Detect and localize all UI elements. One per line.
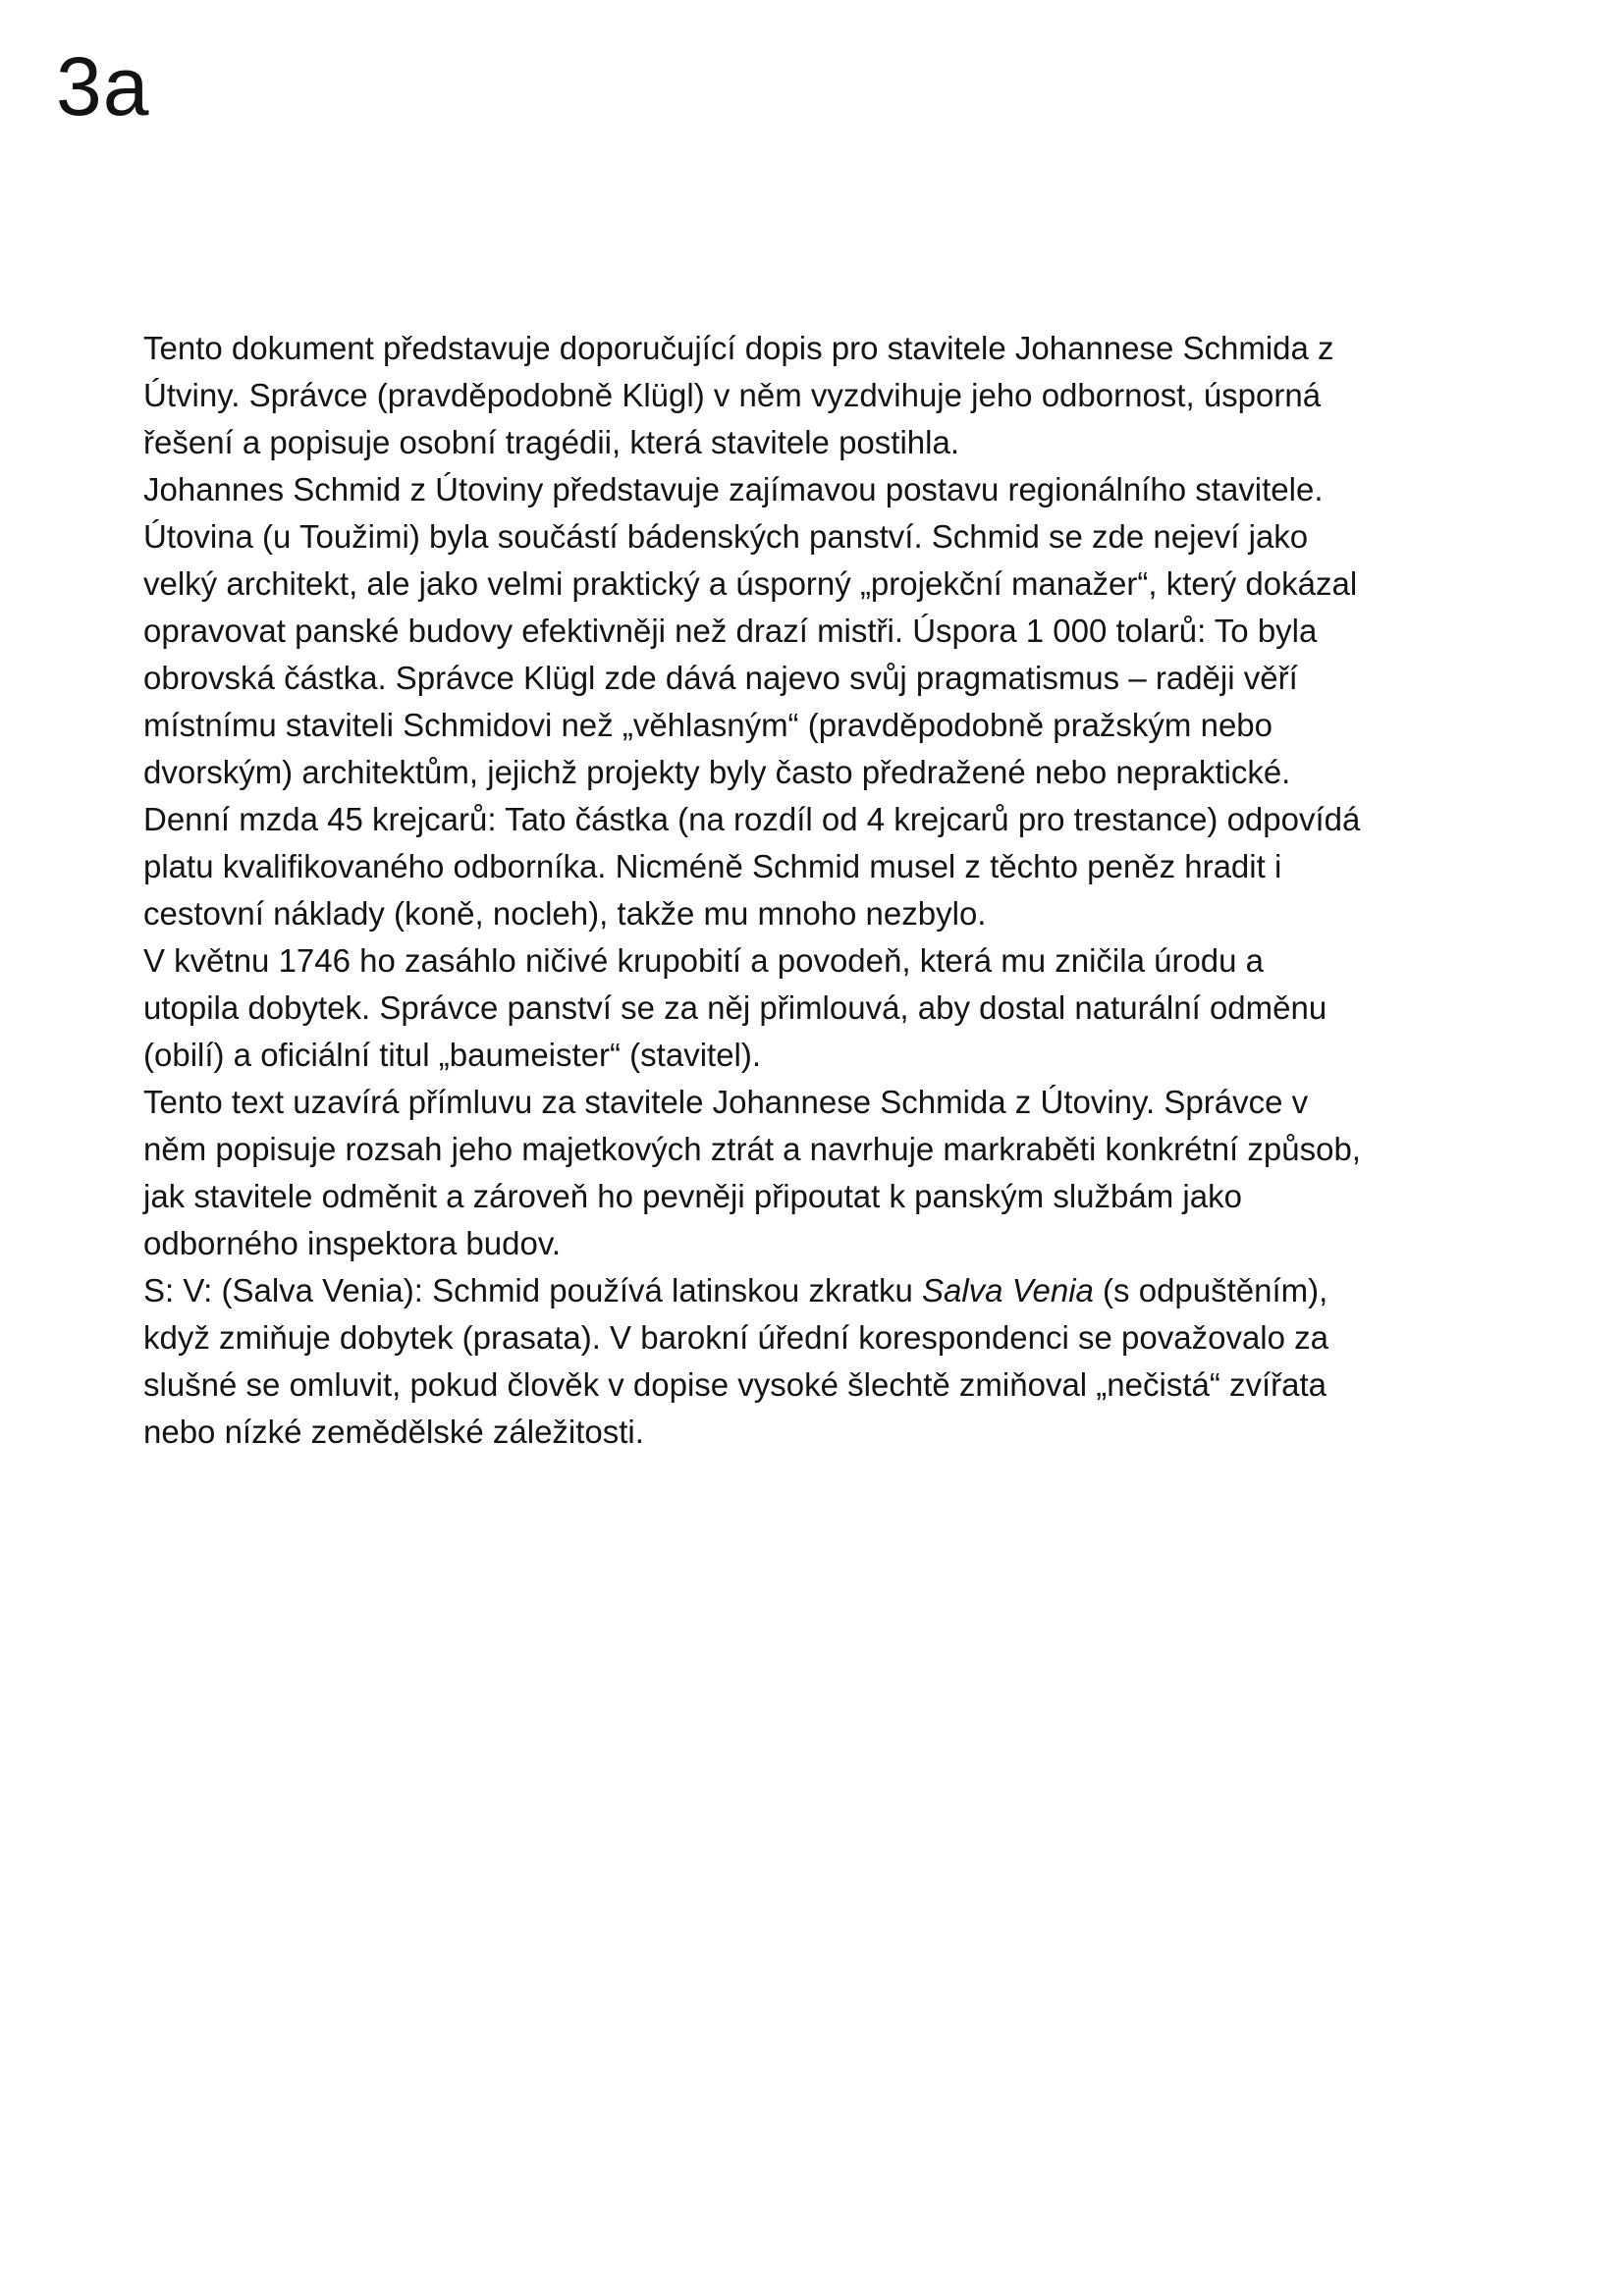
paragraph-segment: (s odpuštěním), když zmiňuje dobytek (prasata). V barokní úřední korespondenci se považovalo za slušné se omluvit, pokud člověk v dopise vysoké šlechtě zmiňoval „nečistá“ zvířata nebo nízké zemědělské záležitosti. [143, 1272, 1328, 1450]
text-block [143, 325, 1361, 1456]
paragraph [143, 325, 1361, 466]
paragraph-segment: V květnu 1746 ho zasáhlo ničivé krupobití a povodeň, která mu zničila úrodu a utopila dobytek. Správce panství se za něj přimlouvá, aby dostal naturální odměnu (obilí) a oficiální titul „baumeister“ (stavitel). [143, 942, 1327, 1073]
paragraph-segment-italic: Salva Venia [921, 1272, 1094, 1308]
paragraph-segment: Johannes Schmid z Útoviny představuje zajímavou postavu regionálního stavitele. Útovina (u Toužimi) byla součástí bádenských panství. Schmid se zde nejeví jako velký architekt, ale jako velmi praktický a úsporný „projekční manažer“, který dokázal opravovat panské budovy efektivněji než drazí mistři. Úspora 1 000 tolarů: To byla obrovská částka. Správce Klügl zde dává najevo svůj pragmatismus – raději věří místnímu staviteli Schmidovi než „věhlasným“ (pravděpodobně pražským nebo dvorským) architektům, jejichž projekty byly často předražené nebo nepraktické. [143, 471, 1358, 790]
paragraph [143, 1267, 1361, 1456]
page-label: 3a [56, 40, 150, 133]
paragraph-segment: Tento dokument představuje doporučující dopis pro stavitele Johannese Schmida z Útviny. Správce (pravděpodobně Klügl) v něm vyzdvihuje jeho odbornost, úsporná řešení a popisuje osobní tragédii, která stavitele postihla. [143, 330, 1334, 460]
paragraph [143, 1079, 1361, 1267]
paragraph [143, 466, 1361, 796]
paragraph-segment: Tento text uzavírá přímluvu za stavitele Johannese Schmida z Útoviny. Správce v něm popisuje rozsah jeho majetkových ztrát a navrhuje markraběti konkrétní způsob, jak stavitele odměnit a zároveň ho pevněji připoutat k panským službám jako odborného inspektora budov. [143, 1084, 1361, 1261]
paragraph-segment: Denní mzda 45 krejcarů: Tato částka (na rozdíl od 4 krejcarů pro trestance) odpovídá platu kvalifikovaného odborníka. Nicméně Schmid musel z těchto peněz hradit i cestovní náklady (koně, nocleh), takže mu mnoho nezbylo. [143, 801, 1361, 932]
paragraph [143, 937, 1361, 1079]
paragraph [143, 796, 1361, 937]
paragraph-segment: S: V: (Salva Venia): Schmid používá latinskou zkratku [143, 1272, 922, 1308]
